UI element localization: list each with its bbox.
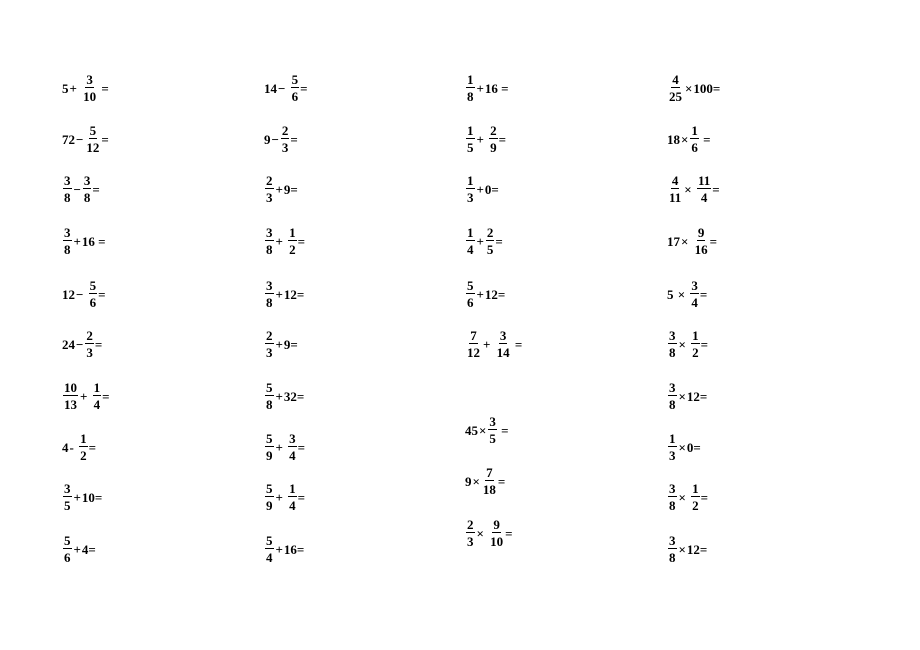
- fraction-numerator: 3: [691, 278, 698, 293]
- number-text: 10=: [81, 489, 103, 505]
- fraction-denominator: 11: [669, 190, 682, 205]
- fraction: [466, 329, 481, 359]
- math-problem: [264, 121, 298, 157]
- fraction-denominator: 3: [266, 345, 273, 360]
- operator: +: [275, 233, 287, 249]
- number-text: 12=: [484, 286, 506, 302]
- number-text: 24: [62, 336, 75, 352]
- fraction-numerator: 1: [692, 328, 699, 343]
- math-problem: [465, 463, 505, 499]
- number-text: 9=: [283, 181, 298, 197]
- fraction-denominator: 2: [289, 242, 296, 257]
- fraction-denominator: 4: [691, 295, 698, 310]
- fraction: [668, 329, 677, 359]
- operator: +: [476, 131, 488, 147]
- number-text: 5: [62, 80, 69, 96]
- fraction-denominator: 8: [669, 397, 676, 412]
- math-problem: [264, 531, 304, 567]
- number-text: =: [297, 489, 306, 505]
- fraction-numerator: 5: [467, 278, 474, 293]
- fraction: [79, 432, 88, 462]
- math-problem: [62, 479, 102, 515]
- fraction-denominator: 8: [467, 89, 474, 104]
- math-problem: [667, 479, 708, 515]
- fraction-denominator: 6: [467, 295, 474, 310]
- fraction-denominator: 3: [86, 345, 93, 360]
- number-text: 12=: [283, 286, 305, 302]
- operator: +: [69, 80, 81, 96]
- math-problem: [667, 223, 717, 259]
- fraction-denominator: 8: [669, 345, 676, 360]
- number-text: =: [290, 131, 298, 147]
- fraction-denominator: 13: [64, 397, 77, 412]
- fraction-denominator: 10: [83, 89, 97, 104]
- fraction-numerator: 1: [80, 431, 87, 446]
- fraction-denominator: 10: [490, 534, 504, 549]
- operator: +: [275, 388, 283, 404]
- fraction-numerator: 3: [64, 173, 71, 188]
- fraction-numerator: 4: [672, 72, 679, 87]
- number-text: =: [498, 131, 507, 147]
- fraction: [690, 279, 699, 309]
- fraction-denominator: 3: [669, 448, 676, 463]
- fraction-denominator: 3: [467, 190, 474, 205]
- fraction: [63, 381, 78, 411]
- fraction: [466, 174, 475, 204]
- fraction-numerator: 2: [486, 225, 494, 240]
- fraction-denominator: 8: [669, 498, 676, 513]
- operator: −: [76, 336, 84, 352]
- operator: ×: [678, 541, 686, 557]
- math-problem: [465, 326, 522, 362]
- fraction-numerator: 1: [691, 123, 698, 138]
- operator: -: [69, 439, 78, 455]
- number-text: =: [88, 439, 97, 455]
- operator: +: [275, 336, 283, 352]
- fraction-numerator: 7: [486, 465, 493, 480]
- operator: ×: [685, 80, 693, 96]
- fraction-numerator: 3: [64, 481, 71, 496]
- math-problem: [264, 276, 304, 312]
- fraction-numerator: 2: [266, 328, 273, 343]
- math-problem: [62, 326, 102, 362]
- number-text: 9: [465, 473, 472, 489]
- math-problem: [62, 276, 106, 312]
- fraction-denominator: 8: [64, 242, 71, 257]
- operator: −: [271, 131, 279, 147]
- math-problem: [667, 326, 708, 362]
- number-text: =: [102, 388, 110, 404]
- math-problem: [465, 171, 499, 207]
- fraction: [694, 226, 709, 256]
- fraction-denominator: 8: [266, 242, 273, 257]
- fraction: [466, 518, 475, 548]
- math-problem: [667, 276, 707, 312]
- operator: ×: [476, 525, 488, 541]
- math-problem: [667, 378, 707, 414]
- math-problem: [667, 171, 720, 207]
- operator: ×: [684, 181, 695, 197]
- math-problem: [62, 429, 96, 465]
- fraction-numerator: 9: [493, 517, 500, 532]
- number-text: 16 =: [81, 233, 106, 249]
- fraction-denominator: 8: [669, 550, 676, 565]
- fraction-numerator: 5: [266, 533, 273, 548]
- number-text: 9: [264, 131, 271, 147]
- fraction-numerator: 3: [266, 278, 273, 293]
- fraction-denominator: 2: [692, 345, 699, 360]
- fraction: [466, 279, 475, 309]
- number-text: =: [712, 181, 720, 197]
- number-text: 4: [62, 439, 69, 455]
- number-text: =: [699, 286, 708, 302]
- fraction: [466, 124, 475, 154]
- fraction: [288, 432, 297, 462]
- operator: +: [275, 489, 287, 505]
- fraction: [668, 534, 677, 564]
- number-text: =: [700, 489, 709, 505]
- fraction: [489, 124, 498, 154]
- fraction: [265, 279, 274, 309]
- number-text: 16=: [283, 541, 305, 557]
- fraction-denominator: 4: [289, 448, 296, 463]
- fraction-numerator: 10: [64, 380, 77, 395]
- fraction: [82, 73, 97, 103]
- fraction: [291, 73, 300, 103]
- fraction: [488, 415, 497, 445]
- number-text: =: [709, 233, 718, 249]
- fraction-numerator: 5: [89, 123, 97, 138]
- fraction-numerator: 3: [289, 431, 296, 446]
- operator: +: [275, 439, 287, 455]
- fraction: [281, 124, 290, 154]
- fraction-denominator: 18: [482, 482, 496, 497]
- fraction-numerator: 5: [64, 533, 71, 548]
- operator: +: [275, 181, 283, 197]
- number-text: =: [495, 233, 503, 249]
- operator: +: [275, 541, 283, 557]
- operator: +: [476, 80, 484, 96]
- fraction-denominator: 14: [496, 345, 510, 360]
- fraction: [668, 73, 683, 103]
- number-text: 0=: [484, 181, 499, 197]
- operator: +: [476, 181, 484, 197]
- fraction-numerator: 2: [490, 123, 497, 138]
- fraction: [691, 329, 700, 359]
- math-problem: [667, 70, 720, 106]
- fraction: [265, 482, 274, 512]
- fraction: [288, 482, 297, 512]
- fraction-numerator: 5: [266, 431, 273, 446]
- fraction-numerator: 1: [289, 225, 296, 240]
- fraction-numerator: 11: [697, 173, 711, 188]
- math-problem: [465, 223, 503, 259]
- number-text: =: [699, 131, 711, 147]
- fraction-denominator: 12: [86, 140, 100, 155]
- fraction: [85, 329, 94, 359]
- fraction-denominator: 8: [266, 397, 273, 412]
- fraction: [63, 482, 72, 512]
- number-text: 45: [465, 422, 478, 438]
- number-text: =: [300, 80, 308, 96]
- number-text: 16 =: [484, 80, 509, 96]
- math-problem: [264, 479, 305, 515]
- number-text: 72: [62, 131, 75, 147]
- operator: +: [476, 233, 484, 249]
- fraction-denominator: 3: [281, 140, 289, 155]
- operator: ×: [479, 422, 487, 438]
- fraction: [265, 174, 274, 204]
- fraction-numerator: 4: [671, 173, 679, 188]
- math-problem: [465, 276, 505, 312]
- number-text: =: [101, 131, 109, 147]
- number-text: =: [511, 336, 523, 352]
- number-text: 12=: [686, 541, 708, 557]
- number-text: 5: [667, 286, 674, 302]
- fraction-numerator: 7: [470, 328, 477, 343]
- operator: −: [278, 80, 289, 96]
- operator: ×: [678, 388, 686, 404]
- number-text: 4=: [81, 541, 96, 557]
- math-problem: [62, 223, 106, 259]
- math-problem: [465, 515, 513, 551]
- operator: ×: [681, 233, 692, 249]
- fraction-denominator: 9: [266, 498, 273, 513]
- fraction-numerator: 3: [489, 414, 496, 429]
- fraction: [288, 226, 297, 256]
- fraction: [89, 279, 98, 309]
- operator: ×: [678, 439, 686, 455]
- number-text: 100=: [693, 80, 721, 96]
- math-problem: [264, 70, 308, 106]
- fraction-numerator: 9: [697, 225, 705, 240]
- fraction: [265, 432, 274, 462]
- math-problem: [264, 429, 305, 465]
- operator: −: [76, 286, 87, 302]
- number-text: =: [497, 422, 509, 438]
- fraction-denominator: 4: [700, 190, 708, 205]
- math-problem: [62, 378, 110, 414]
- fraction-numerator: 1: [93, 380, 101, 395]
- fraction: [690, 124, 699, 154]
- number-text: 12: [62, 286, 75, 302]
- number-text: =: [98, 286, 106, 302]
- fraction-denominator: 3: [266, 190, 273, 205]
- fraction-denominator: 3: [467, 534, 474, 549]
- fraction-numerator: 2: [266, 173, 273, 188]
- operator: +: [73, 233, 81, 249]
- operator: +: [73, 541, 81, 557]
- operator: ×: [674, 286, 689, 302]
- fraction-numerator: 1: [467, 123, 474, 138]
- fraction-numerator: 3: [669, 328, 676, 343]
- math-problem: [465, 121, 506, 157]
- fraction-numerator: 1: [467, 225, 474, 240]
- fraction-numerator: 1: [692, 481, 699, 496]
- math-problem: [264, 326, 298, 362]
- fraction: [85, 124, 100, 154]
- fraction-denominator: 4: [289, 498, 296, 513]
- fraction-denominator: 4: [266, 550, 273, 565]
- fraction: [63, 226, 72, 256]
- fraction: [265, 534, 274, 564]
- fraction-numerator: 3: [669, 481, 676, 496]
- number-text: =: [505, 525, 513, 541]
- math-problem: [62, 531, 96, 567]
- fraction-denominator: 9: [266, 448, 273, 463]
- fraction-denominator: 8: [64, 190, 71, 205]
- fraction: [265, 226, 274, 256]
- fraction-numerator: 5: [291, 72, 299, 87]
- number-text: 12=: [686, 388, 708, 404]
- math-problem: [264, 171, 298, 207]
- fraction-denominator: 2: [692, 498, 699, 513]
- fraction: [496, 329, 511, 359]
- math-problem: [62, 121, 109, 157]
- operator: +: [80, 388, 91, 404]
- number-text: 18: [667, 131, 680, 147]
- fraction-numerator: 3: [266, 225, 273, 240]
- fraction-denominator: 6: [291, 89, 299, 104]
- fraction-denominator: 5: [489, 431, 496, 446]
- math-problem: [667, 429, 701, 465]
- fraction-numerator: 1: [467, 72, 474, 87]
- fraction: [489, 518, 504, 548]
- number-text: =: [98, 80, 109, 96]
- fraction-numerator: 2: [86, 328, 93, 343]
- fraction: [63, 534, 72, 564]
- fraction-denominator: 16: [694, 242, 708, 257]
- fraction-numerator: 5: [89, 278, 97, 293]
- fraction: [83, 174, 92, 204]
- math-problem: [264, 223, 305, 259]
- fraction-numerator: 3: [669, 380, 676, 395]
- fraction-denominator: 4: [467, 242, 474, 257]
- fraction-numerator: 1: [669, 431, 676, 446]
- fraction-numerator: 2: [281, 123, 289, 138]
- operator: ×: [678, 489, 690, 505]
- fraction-denominator: 12: [467, 345, 480, 360]
- operator: +: [275, 286, 283, 302]
- fraction-numerator: 5: [266, 481, 273, 496]
- fraction-denominator: 6: [89, 295, 97, 310]
- number-text: 0=: [686, 439, 701, 455]
- fraction-denominator: 8: [83, 190, 91, 205]
- number-text: =: [297, 233, 306, 249]
- math-problem: [667, 531, 707, 567]
- fraction-denominator: 9: [490, 140, 497, 155]
- fraction-denominator: 25: [669, 89, 682, 104]
- operator: −: [73, 181, 81, 197]
- fraction: [63, 174, 72, 204]
- number-text: 17: [667, 233, 680, 249]
- fraction: [482, 466, 497, 496]
- number-text: =: [700, 336, 709, 352]
- fraction-numerator: 1: [467, 173, 474, 188]
- math-problem: [264, 378, 304, 414]
- fraction: [466, 226, 475, 256]
- number-text: 9=: [283, 336, 298, 352]
- fraction-numerator: 3: [499, 328, 507, 343]
- fraction-denominator: 6: [691, 140, 698, 155]
- operator: −: [76, 131, 84, 147]
- fraction-numerator: 1: [289, 481, 296, 496]
- operator: ×: [678, 336, 690, 352]
- math-problem: [667, 121, 711, 157]
- fraction-denominator: 2: [80, 448, 87, 463]
- fraction: [466, 73, 475, 103]
- operator: +: [476, 286, 484, 302]
- fraction-denominator: 5: [64, 498, 71, 513]
- fraction: [93, 381, 102, 411]
- fraction: [265, 381, 274, 411]
- fraction-numerator: 2: [467, 517, 474, 532]
- fraction-denominator: 8: [266, 295, 273, 310]
- math-problem: [62, 70, 109, 106]
- math-problem: [62, 171, 100, 207]
- number-text: 32=: [283, 388, 305, 404]
- fraction-numerator: 3: [83, 173, 91, 188]
- operator: +: [483, 336, 494, 352]
- math-problem: [465, 70, 509, 106]
- fraction-numerator: 5: [266, 380, 273, 395]
- number-text: =: [92, 181, 100, 197]
- operator: +: [73, 489, 81, 505]
- number-text: =: [297, 439, 306, 455]
- fraction-denominator: 5: [486, 242, 494, 257]
- fraction: [668, 174, 682, 204]
- fraction: [691, 482, 700, 512]
- fraction: [668, 482, 677, 512]
- fraction: [668, 432, 677, 462]
- fraction: [265, 329, 274, 359]
- fraction-denominator: 5: [467, 140, 474, 155]
- fraction: [668, 381, 677, 411]
- fraction-numerator: 3: [86, 72, 93, 87]
- number-text: =: [497, 473, 506, 489]
- math-problem: [465, 412, 509, 448]
- fraction-denominator: 4: [93, 397, 101, 412]
- fraction: [486, 226, 495, 256]
- operator: ×: [472, 473, 480, 489]
- number-text: 14: [264, 80, 277, 96]
- fraction-denominator: 6: [64, 550, 71, 565]
- number-text: =: [94, 336, 103, 352]
- fraction-numerator: 3: [669, 533, 676, 548]
- operator: ×: [681, 131, 689, 147]
- fraction-numerator: 3: [64, 225, 71, 240]
- fraction: [697, 174, 711, 204]
